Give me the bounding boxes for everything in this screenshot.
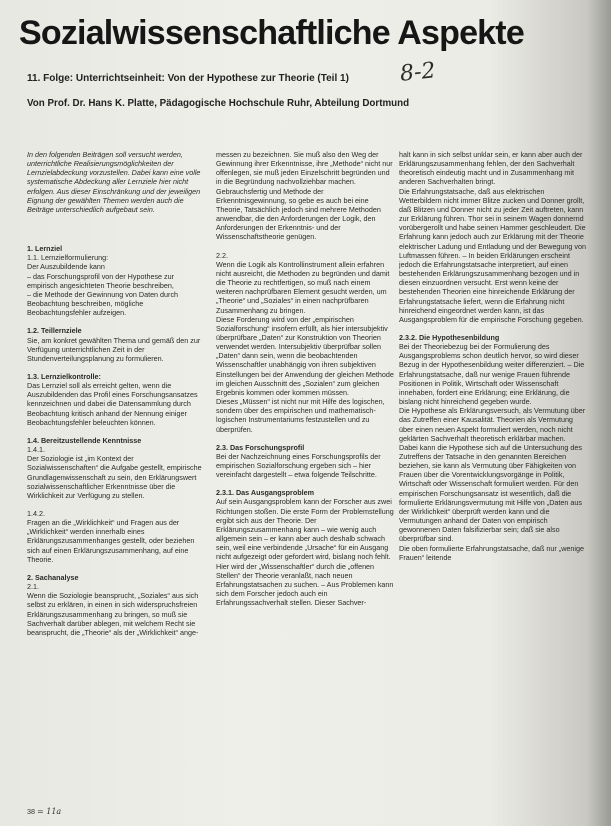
paragraph: Der Soziologie ist „im Kontext der Sozialwissenschaften“ die Aufgabe gestellt, empirische Grundlagenwissenschaft zu sein, den Erklärungswert sozialwissenschaftlicher Erkenntnisse über die Wirklichkeit zur Verfügung zu stellen. <box>27 454 202 500</box>
author-line: Von Prof. Dr. Hans K. Platte, Pädagogische Hochschule Ruhr, Abteilung Dortmund <box>27 98 410 109</box>
paragraph: 2.1. <box>27 582 39 592</box>
paragraph: Wenn die Soziologie beansprucht, „Soziales“ aus sich selbst zu erklären, in einen in sich widerspruchsfreien Erklärungszusammenhang zu bringen, so muß sie Sachverhalt darüber ablegen, mit welchem Recht sie beansprucht, die „Theorie“ als der „Wirklichkeit“ ange- <box>27 591 199 637</box>
paragraph: Die Erfahrungstatsache, daß aus elektrischen Wetterbildern nicht immer Blitze zucken und Donner grollt, daß Blitzen und Donner nicht zu jeder Zeit auftreten, kann zur Erklärung führen. Thor sei in seinem Wagen donnernd vorübergerollt und habe seinen Hammer geschleudert. Die Erfahrung kann jedoch auch zur Erklärung mit der Theorie elektrischer Ladung und Entladung und der Bewegung von Luftmassen führen. – In beiden Erklärungen erscheint jedoch die Erfahrungstatsache interpretiert, auf einen bestehenden Erklärungszusammenhang bezogen und in diesen einzuordnen versucht. Erst wenn keine der bestehenden Theorien eine hinreichende Erklärung der Erfahrungstatsache liefert, wenn die Erfahrung nicht hinreichend eingeordnet werden kann, ist das Ausgangsproblem für die empirische Forschung gegeben. <box>399 186 587 324</box>
section-heading: 2.3. Das Forschungsprofil <box>216 442 305 452</box>
paragraph: Der Auszubildende kann <box>27 262 105 272</box>
section-heading: 1.4. Bereitzustellende Kenntnisse <box>27 435 142 445</box>
section-heading: 2. Sachanalyse <box>27 572 79 582</box>
text-column-2 <box>216 150 394 607</box>
paragraph: messen zu bezeichnen. Sie muß also den Weg der Gewinnung ihrer Erkenntnisse, ihre „Methode“ nicht nur offenlegen, sie muß jeden Einzelschritt begründen und in die Begründung nachvollziehbar machen. Gebrauchsfertig und Methode der Erkenntnisgewinnung, so gebe es auch bei eine Theorie, Tatsächlich jedoch sind mehrere Methoden anwendbar, die den Anforderungen der Logik, den Anforderungen der Erkenntnis- und der Wissenschaftstheorie genügen. <box>216 150 393 242</box>
paragraph: Auf sein Ausgangsproblem kann der Forscher aus zwei Richtungen stoßen. Die erste Form der Problemstellung ergibt sich aus der Theorie. Der Erklärungszusammenhang kann – wie wenig auch allgemein sein – er kann aber auch deshalb schwach sein, weil eine verbindende „Ursache“ für ein Ausgang nicht aufgezeigt oder gefordert wird, bislang noch fehlt. Hier wird der „Wissenschaftler“ durch die „offenen Stellen“ der Theorie veranlaßt, nach neuen Erfahrungstatsachen zu suchen. – Aus Problemen kann sich dem Forscher jedoch auch ein Erfahrungssachverhalt stellen. Dieser Sachver- <box>216 497 394 608</box>
paragraph: Das Lernziel soll als erreicht gelten, wenn die Auszubildenden das Profil eines Forschungsansatzes kennzeichnen und dabei die Datensammlung durch Beobachtung kritisch anhand der Nennung einiger Beobachtungsfehler beleuchten können. <box>27 381 198 427</box>
paragraph: Dabei kann die Hypothese sich auf die Untersuchung des Zutreffens der Tatsache in den genannten Bereichen beziehen, sie kann als Vermutung über Fähigkeiten von Frauen über die Vorentwicklungsvorgänge in Politik, Wirtschaft oder Wissenschaft formuliert werden. Für den empirischen Forschungsansatz ist wesentlich, daß die formulierte Erklärungsvermutung mit Hilfe von „Daten aus der Wirklichkeit“ überprüft werden kann und die Vermutungen anhand der Daten von empirisch gewonnenen Daten falsifizierbar sein; daß sie also überprüfbar sind. <box>399 442 582 544</box>
article-title: Sozialwissenschaftliche Aspekte <box>19 14 524 52</box>
paragraph: Bei der Theoriebezug bei der Formulierung des Ausgangsproblems schon deutlich hervor, so wird dieser Bezug in der Hypothesenbildung weiter differenziert. – Die Erfahrungstatsache, daß nur wenige Frauen führende Positionen in Politik, Wirtschaft oder Wissenschaft innehaben, fordert eine Erklärung; eine Erklärung, die bislang nicht hinreichend gegeben wurde. <box>399 342 585 407</box>
handwritten-footer-note: = 11a <box>37 807 62 816</box>
paragraph: 1.4.1. <box>27 445 45 455</box>
section-heading: 1. Lernziel <box>27 244 63 254</box>
section-heading: 1.2. Teillernziele <box>27 326 82 336</box>
section-heading: 1.3. Lernzielkontrolle: <box>27 371 101 381</box>
series-subtitle: 11. Folge: Unterrichtseinheit: Von der Hypothese zur Theorie (Teil 1) <box>27 73 349 84</box>
paragraph: – das Forschungsprofil von der Hypothese zur empirisch angesichteten Theorie beschreiben, <box>27 271 175 290</box>
paragraph: 1.4.2. <box>27 509 45 518</box>
paragraph: Die oben formulierte Erfahrungstatsache, daß nur „wenige Frauen“ leitende <box>399 543 584 562</box>
paragraph: Dieses „Müssen“ ist nicht nur mit Hilfe des logischen, sondern über des empirischen und mathematisch-logischen Instrumentariums festzustellen und zu überprüfen. <box>216 397 385 434</box>
page-footer <box>27 807 61 816</box>
paragraph: Wenn die Logik als Kontrollinstrument allein erfahren nicht ausreicht, die Methoden zu begründen und damit die Theorie zu rechtfertigen, so muß nach einem weiteren nachprüfbaren Element gesucht werden, um „Theorie“ und „Soziales“ in einen nachprüfbaren Zusammenhang zu bringen. <box>216 259 390 315</box>
paragraph: Fragen an die „Wirklichkeit“ und Fragen aus der „Wirklichkeit“ werden innerhalb eines Erklärungszusammenhanges gestellt, oder beziehen sich auf einen Erklärungszusammenhang, auf eine Theorie. <box>27 518 195 564</box>
paragraph: Bei der Nachzeichnung eines Forschungsprofils der empirischen Sozialforschung ergeben sich – hier vereinfacht dargestellt – etwa folgende Teilschritte. <box>216 451 381 480</box>
section-heading: 2.3.2. Die Hypothesenbildung <box>399 332 500 342</box>
paragraph: – die Methode der Gewinnung von Daten durch Beobachtung beschreiben, mögliche Beobachtungsfehler aufzeigen. <box>27 289 179 318</box>
text-column-3 <box>399 150 587 562</box>
paragraph: halt kann in sich selbst unklar sein, er kann aber auch der Erklärungszusammenhang fehlen, der den Sachverhalt theoretisch eindeutig macht und in Zusammenhang mit anderen Sachverhalten bringt. <box>399 150 583 187</box>
text-column-1 <box>27 150 205 637</box>
paragraph: Die Hypothese als Erklärungsversuch, als Vermutung über das Zutreffen einer Kausalität. Theorien als Vermutung über einen neuen Aspekt formuliert werden, noch nicht geklärten Sachverhalt theoretisch erklärbar machen. <box>399 406 586 443</box>
handwritten-note: 8-2 <box>398 58 437 87</box>
paragraph: Sie, am konkret gewählten Thema und gemäß den zur Verfügung unterrichtlichen Zeit in der Stundenverteilungsplanung zu formulieren. <box>27 335 201 363</box>
paragraph: 2.2. <box>216 250 228 260</box>
page-number: 38 <box>27 807 35 816</box>
paragraph: 1.1. Lernzielformulierung: <box>27 253 109 263</box>
section-heading: 2.3.1. Das Ausgangsproblem <box>216 488 314 498</box>
paragraph: In den folgenden Beiträgen soll versucht werden, unterrichtliche Realisierungsmöglichkeiten der Lernzielabdeckung vorzustellen. Dabei kann eine volle systematische Abdeckung aller Lernziele hier nicht erfolgen. Aus dieser Einschränkung und der jeweiligen Eignung der gewählten Themen werden auch die Beiträge unterschiedlich aufgebaut sein. <box>27 150 201 214</box>
paragraph: Diese Forderung wird von der „empirischen Sozialforschung“ insofern erfüllt, als hier intersubjektiv überprüfbare „Daten“ zur Konstruktion von Theorien verwendet werden. Intersubjektiv überprüfbar sollen „Daten“ dann sein, wenn die beobachtenden Wissenschaftler unabhängig von ihren subjektiven Einstellungen bei der Anwendung der gleichen Methode im gleichen Ausschnitt des „Sozialen“ zum gleichen Ergebnis kommen oder kommen müssen. <box>216 314 394 397</box>
